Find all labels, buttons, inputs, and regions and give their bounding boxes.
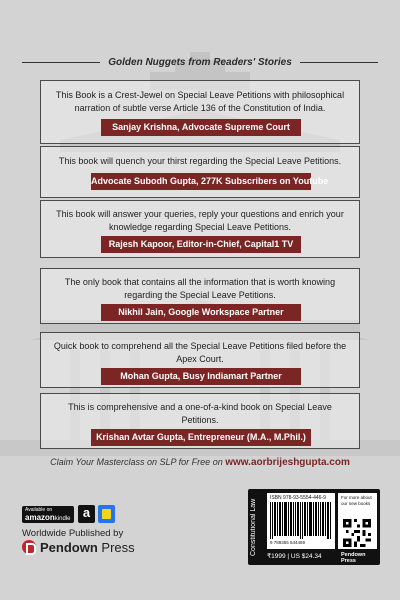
- pendown-press-logo: [22, 539, 135, 555]
- price-text: ₹1999 | US $24.34: [267, 553, 322, 560]
- kindle-available-text: Available on: [25, 507, 53, 513]
- flipkart-logo-icon: [98, 505, 115, 523]
- testimonial-quote: The only book that contains all the information that is worth knowing regarding the Special Leave Petitions.: [64, 277, 336, 300]
- barcode-area: [267, 493, 335, 549]
- barcode-panel: [248, 489, 380, 565]
- section-header: [22, 55, 378, 69]
- testimonial-author: Nikhil Jain, Google Workspace Partner: [101, 304, 301, 321]
- testimonial-quote: This book will answer your queries, reply your questions and enrich your knowledge regarding Special Leave Petitions.: [56, 209, 344, 232]
- amazon-logo-icon: a: [78, 505, 95, 523]
- pendown-brand-rest: Press: [97, 539, 135, 555]
- testimonial-card: [40, 332, 360, 388]
- cta-text: Claim Your Masterclass on SLP for Free on: [50, 457, 223, 467]
- header-rule-left: [22, 62, 100, 63]
- testimonial-author: Krishan Avtar Gupta, Entrepreneur (M.A., M.Phil.): [91, 429, 311, 446]
- published-by-label: Worldwide Published by: [22, 528, 124, 539]
- pendown-brand-strong: Pendown: [40, 539, 98, 555]
- testimonial-author: Mohan Gupta, Busy Indiamart Partner: [101, 368, 301, 385]
- category-label: Constitutional Law: [250, 498, 257, 556]
- testimonial-author: Sanjay Krishna, Advocate Supreme Court: [101, 119, 301, 136]
- testimonial-card: [40, 200, 360, 258]
- testimonial-card: [40, 80, 360, 144]
- testimonial-author: Rajesh Kapoor, Editor-in-Chief, Capital1 TV: [101, 236, 301, 253]
- testimonial-quote: This is comprehensive and a one-of-a-kind book on Special Leave Petitions.: [68, 402, 332, 425]
- masterclass-cta: [0, 457, 400, 468]
- kindle-amazon-text: amazon: [25, 513, 55, 522]
- section-title: Golden Nuggets from Readers' Stories: [108, 56, 292, 68]
- testimonial-quote: This book will quench your thirst regarding the Special Leave Petitions.: [58, 156, 342, 166]
- testimonial-author: Advocate Subodh Gupta, 277K Subscribers on Youtube: [91, 173, 311, 190]
- isbn-text: ISBN 978-93-5554-446-9: [270, 495, 326, 501]
- qr-area: [338, 493, 377, 549]
- pendown-logo-icon: [22, 540, 36, 554]
- testimonial-quote: Quick book to comprehend all the Special Leave Petitions filed before the Apex Court.: [53, 341, 347, 364]
- publisher-text: Pendown Press: [341, 552, 366, 564]
- flipkart-bag-icon: [102, 509, 111, 519]
- testimonial-card: [40, 146, 360, 198]
- qr-caption: For more about our new books: [341, 495, 372, 506]
- testimonial-card: [40, 268, 360, 324]
- website-link[interactable]: www.aorbrijeshgupta.com: [225, 457, 350, 468]
- barcode-number: 9 789355 544469: [270, 540, 306, 545]
- amazon-kindle-logo: [22, 506, 74, 523]
- header-rule-right: [300, 62, 378, 63]
- barcode-icon: [270, 502, 332, 539]
- testimonial-quote: This Book is a Crest-Jewel on Special Leave Petitions with philosophical narration of subtle verse Article 136 of the Constitution of India.: [55, 90, 345, 113]
- testimonial-card: [40, 393, 360, 449]
- kindle-kindle-text: kindle: [54, 516, 71, 522]
- qr-code-icon[interactable]: [342, 519, 372, 547]
